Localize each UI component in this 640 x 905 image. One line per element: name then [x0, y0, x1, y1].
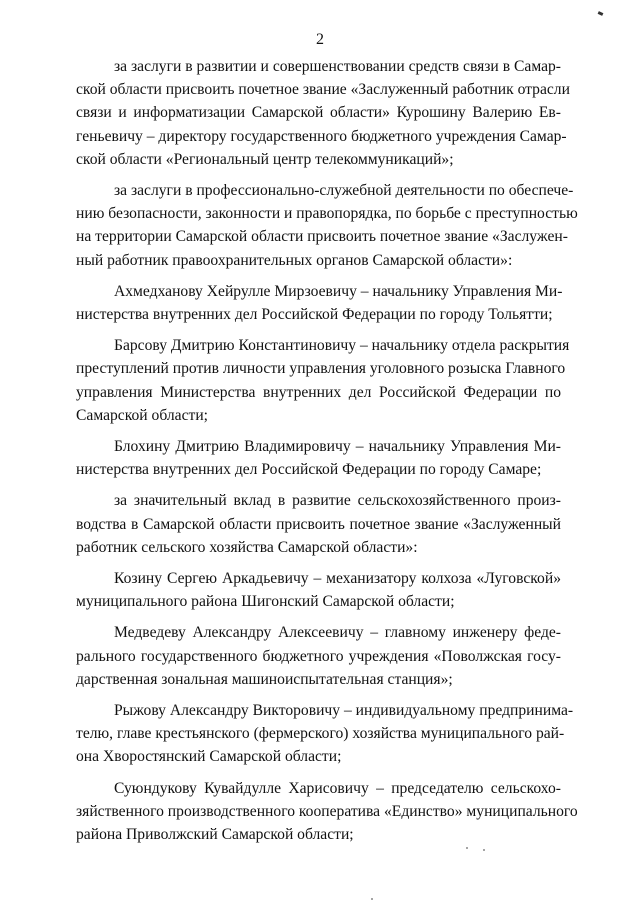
text-line: Ахмедханову Хейрулле Мирзоевичу – начальнику Управления Ми-: [114, 282, 563, 300]
paragraph: [76, 699, 574, 769]
text-line: управления Министерства внутренних дел Российской Федерации по: [76, 383, 561, 401]
document-body: [76, 55, 578, 854]
text-line: за заслуги в развитии и совершенствовании средств связи в Самар-: [114, 58, 561, 75]
text-line: преступлений против личности управления уголовного розыска Главного: [76, 360, 566, 378]
text-line: дарственная зональная машиноиспытательная станция»;: [76, 670, 453, 688]
text-line: Медведеву Александру Алексеевичу – главному инженеру феде-: [114, 624, 561, 642]
text-line: рального государственного бюджетного учреждения «Поволжская госу-: [76, 647, 561, 665]
text-line: Самарской области;: [76, 406, 209, 424]
text-line: ской области присвоить почетное звание «Заслуженный работник отрасли: [76, 81, 570, 99]
text-line: зяйственного производственного кооператива «Единство» муниципального: [76, 802, 578, 820]
paragraph: [76, 334, 570, 427]
text-line: ный работник правоохранительных органов Самарской области»:: [76, 251, 513, 269]
text-line: нию безопасности, законности и правопорядка, по борьбе с преступностью: [76, 205, 578, 223]
text-line: Блохину Дмитрию Владимировичу – начальнику Управления Ми-: [114, 438, 561, 456]
text-line: района Приволжский Самарской области;: [76, 826, 354, 844]
text-line: телю, главе крестьянского (фермерского) хозяйства муниципального рай-: [76, 725, 565, 743]
text-line: связи и информатизации Самарской области» Курошину Валерию Ев-: [76, 104, 561, 122]
text-line: Козину Сергею Аркадьевичу – механизатору колхоза «Луговской»: [114, 570, 561, 588]
text-line: нистерства внутренних дел Российской Федерации по городу Самаре;: [76, 461, 542, 479]
text-line: Рыжову Александру Викторовичу – индивидуальному предпринима-: [114, 702, 574, 720]
paragraph: [76, 621, 561, 691]
text-line: ской области «Региональный центр телекоммуникаций»;: [76, 150, 454, 168]
paragraph: [76, 435, 561, 481]
text-line: геньевичу – директору государственного бюджетного учреждения Самар-: [76, 127, 567, 145]
page-number: 2: [316, 31, 324, 48]
scan-speck: [371, 898, 373, 900]
text-line: работник сельского хозяйства Самарской области»:: [76, 538, 418, 556]
scan-mark: [598, 11, 604, 16]
paragraph: [76, 55, 570, 171]
text-line: водства в Самарской области присвоить почетное звание «Заслуженный: [76, 515, 561, 533]
text-line: Барсову Дмитрию Константиновичу – начальнику отдела раскрытия: [114, 337, 570, 355]
paragraph: [76, 280, 561, 326]
text-line: на территории Самарской области присвоить почетное звание «Заслужен-: [76, 228, 568, 246]
paragraph: [76, 179, 578, 272]
text-line: Суюндукову Кувайдулле Харисовичу – председателю сельскохо-: [114, 779, 561, 797]
paragraph: [76, 567, 561, 613]
paragraph: [76, 489, 561, 559]
text-line: она Хворостянский Самарской области;: [76, 748, 342, 766]
text-line: муниципального района Шигонский Самарской области;: [76, 593, 455, 611]
text-line: за заслуги в профессионально-служебной деятельности по обеспече-: [114, 182, 574, 200]
text-line: за значительный вклад в развитие сельскохозяйственного произ-: [114, 492, 561, 510]
paragraph: [76, 777, 578, 847]
text-line: нистерства внутренних дел Российской Федерации по городу Тольятти;: [76, 306, 553, 324]
